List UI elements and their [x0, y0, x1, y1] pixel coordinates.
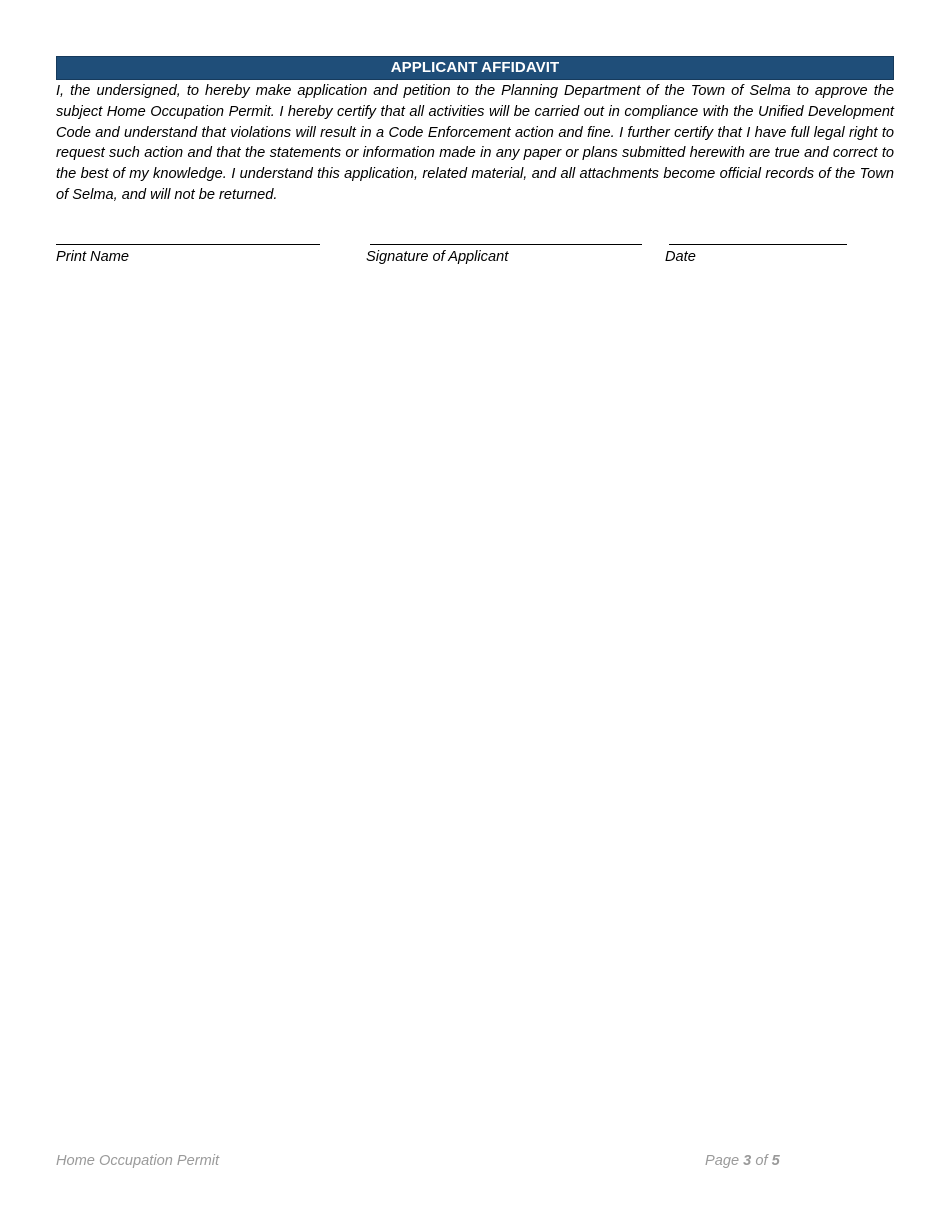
footer-of-word: of: [755, 1153, 768, 1169]
footer-page-number: [705, 1153, 780, 1169]
signature-line[interactable]: [370, 230, 642, 245]
footer-page-total: 5: [771, 1153, 780, 1169]
footer-page-word: Page: [705, 1153, 740, 1169]
signature-of-applicant-label: Signature of Applicant: [366, 249, 509, 265]
print-name-line[interactable]: [56, 230, 320, 245]
date-line[interactable]: [669, 230, 847, 245]
footer-document-title: Home Occupation Permit: [56, 1153, 220, 1169]
footer-page-current: 3: [743, 1153, 752, 1169]
date-label: Date: [665, 249, 696, 265]
section-header-applicant-affidavit: APPLICANT AFFIDAVIT: [56, 56, 894, 80]
print-name-label: Print Name: [56, 249, 129, 265]
affidavit-statement: I, the undersigned, to hereby make application and petition to the Planning Department of the Town of Selma to approve the subject Home Occupation Permit. I hereby certify that all activities will be carried out in compliance with the Unified Development Code and understand that violations will result in a Code Enforcement action and fine. I further certify that I have full legal right to request such action and that the statements or information made in any paper or plans submitted herewith are true and correct to the best of my knowledge. I understand this application, related material, and all attachments become official records of the Town of Selma, and will not be returned.: [56, 83, 894, 203]
